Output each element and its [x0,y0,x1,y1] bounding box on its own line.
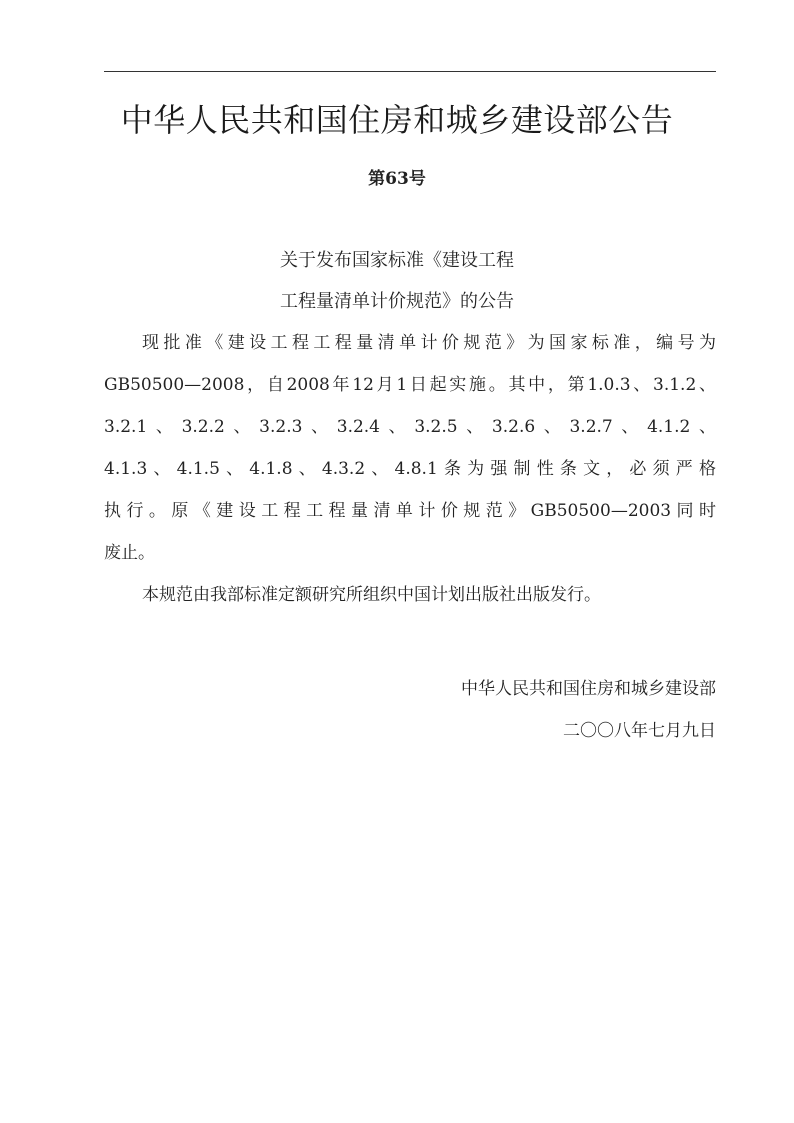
subject-line-2: 工程量清单计价规范》的公告 [280,291,514,312]
subject-line-1: 关于发布国家标准《建设工程 [280,250,514,271]
announcement-number: 第63号 [368,169,426,189]
body-line: 执行。原《建设工程工程量清单计价规范》GB50500—2003同时 [104,501,716,521]
body-line: GB50500—2008，自2008年12月1日起实施。其中，第1.0.3、3.1.2、 [104,375,716,395]
body-line: 现批准《建设工程工程量清单计价规范》为国家标准，编号为 [142,333,716,353]
issue-date: 二〇〇八年七月九日 [563,721,716,741]
issuer-signature: 中华人民共和国住房和城乡建设部 [461,679,716,699]
body-line: 3.2.1、3.2.2、3.2.3、3.2.4、3.2.5、3.2.6、3.2.7、4.1.2、 [104,417,716,437]
body-line: 废止。 [104,543,155,563]
header-rule [104,71,716,72]
body-paragraph-2: 本规范由我部标准定额研究所组织中国计划出版社出版发行。 [142,585,601,605]
document-title: 中华人民共和国住房和城乡建设部公告 [120,101,674,139]
body-line: 4.1.3、4.1.5、4.1.8、4.3.2、4.8.1条为强制性条文，必须严格 [104,459,716,479]
